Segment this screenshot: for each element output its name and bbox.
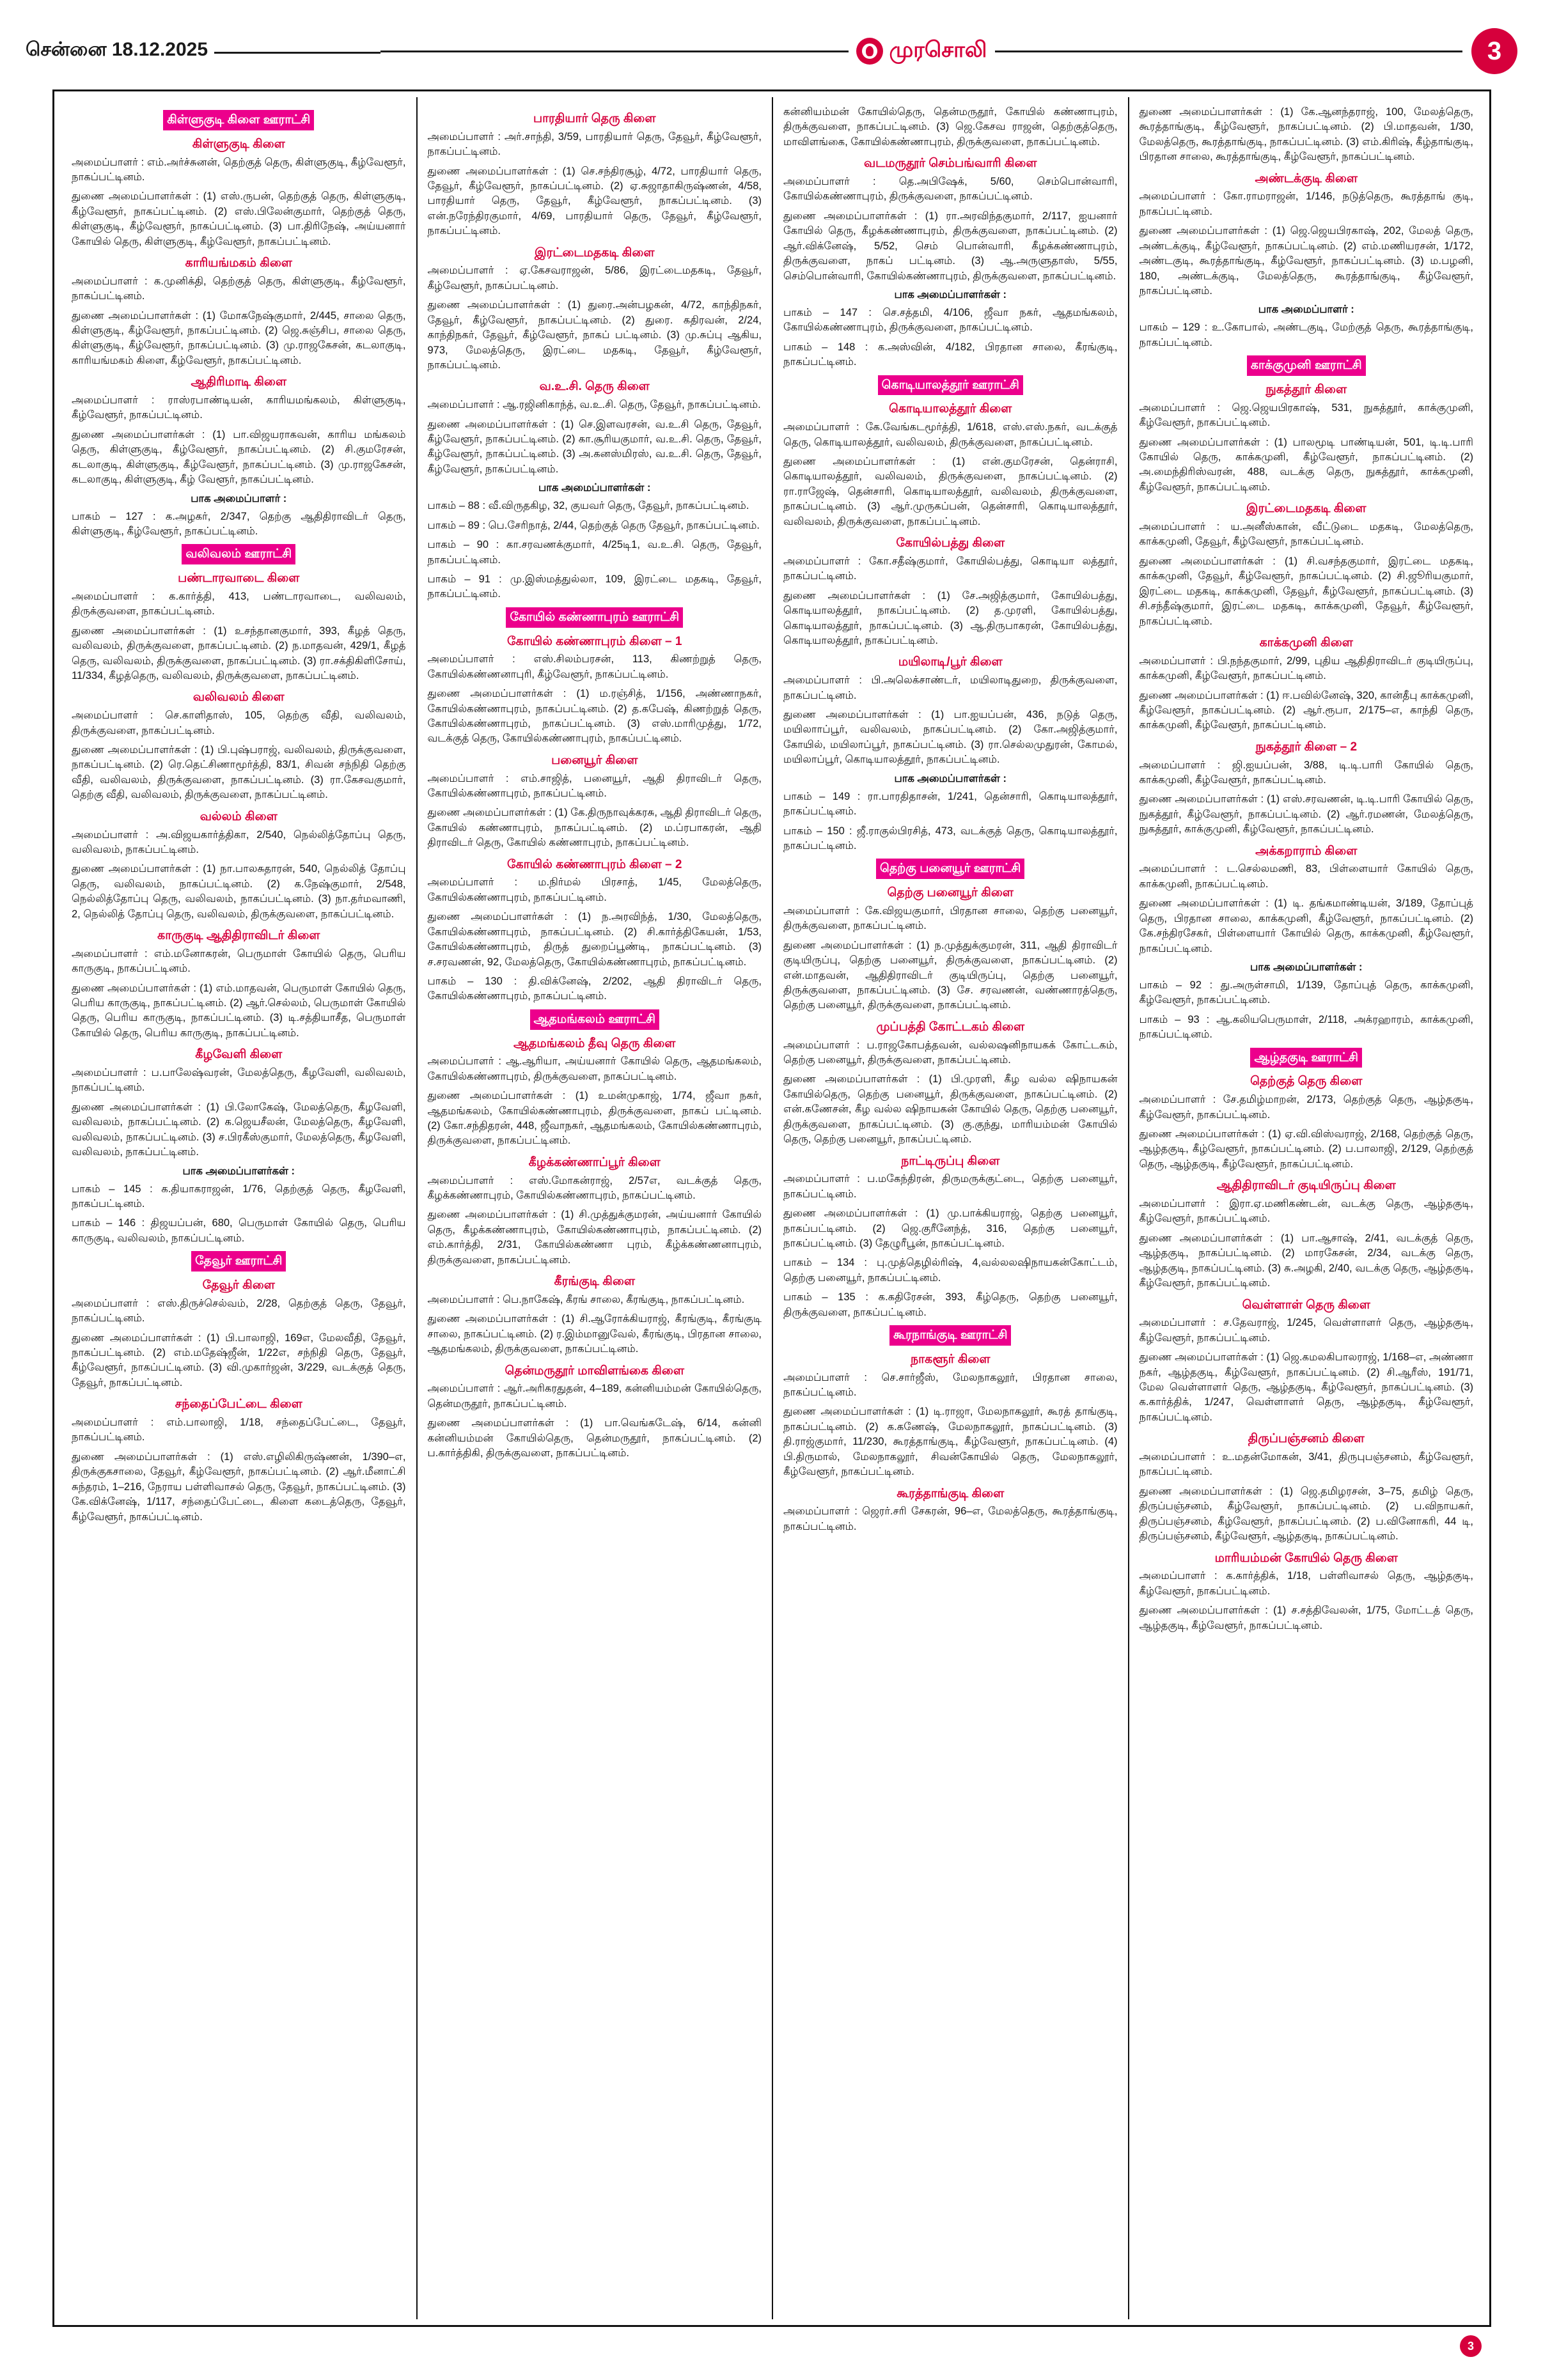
paragraph: துணை அமைப்பாளர்கள் : (1) நா.பாலசுதாரன், 540, நெல்லித் தோப்பு தெரு, வலிவலம், நாகப்பட்டினம். (2) க.நேஷ்குமார், 2/548, நெல்லித்தோப்பு தெரு, வலிவலம், நாகப்பட்டினம். (3) நா.தர்மவாணி, 2, நெல்லித் தோப்பு தெரு, வலிவலம், திருக்குவளை, நாகப்பட்டினம். xyxy=(72,863,406,920)
branch-heading: ஆதிரிமாடி கிளை xyxy=(191,375,287,389)
paragraph: துணை அமைப்பாளர்கள் : (1) கே.ஆனந்தராஜ், 100, மேலத்தெரு, கூரத்தாங்குடி, கீழ்வேளூர், நாகப்பட்டினம். (2) பி.மாதவன், 1/30, மேலத்தெரு, கூரத்தாங்குடி, நாகப்பட்டினம். (3) எம்.கிரிஷ், கீழ்தாங்குடி, பிரதான சாலை, கூரத்தாங்குடி, கீழ்வேளூர், நாகப்பட்டினம். xyxy=(1139,106,1473,163)
branch-heading: இரட்டைமதகடி கிளை xyxy=(1246,502,1367,516)
branch-heading: மயிலாடி/பூர் கிளை xyxy=(898,655,1003,669)
branch-heading: ஆதமங்கலம் தீவு தெரு கிளை xyxy=(513,1036,676,1050)
paragraph: அமைப்பாளர் : ஜெ.ஜெயபிரகாஷ், 531, நுகத்தூர், காக்குமுனி, கீழ்வேளூர், நாகப்பட்டினம். xyxy=(1139,401,1473,429)
paragraph: துணை அமைப்பாளர்கள் : (1) டி.ராஜா, மேலநாகலூர், கூரத் தாங்குடி, நாகப்பட்டினம். (2) க.கணேஷ், மேலநாகலூர், நாகப்பட்டினம். (3) தி.ராஜ்குமார், 11/230, கூரத்தாங்குடி, கீழ்வேளூர், நாகப்பட்டினம். (4) பி.திருமால், மேலநாகலூர், சிவன்கோயில் தெரு, மேலநாகலூர், கீழ்வேளூர், நாகப்பட்டினம். xyxy=(783,1406,1118,1478)
branch-heading: வடமருதூர் செம்பங்வாரி கிளை xyxy=(863,157,1037,171)
paragraph: பாகம் – 135 : க.கதிரேசன், 393, கீழ்தெரு, தெற்கு பனையூர், திருக்குவளை, நாகப்பட்டினம். xyxy=(783,1291,1118,1318)
section-subheading: பாக அமைப்பாளர்கள் : xyxy=(894,288,1006,300)
paragraph: பாகம் – 146 : திஜயப்பன், 680, பெருமாள் கோயில் தெரு, பெரிய காருகுடி, வலிவலம், நாகப்பட்டினம். xyxy=(72,1217,406,1244)
paragraph: துணை அமைப்பாளர்கள் : (1) ம.ரஞ்சித், 1/156, அண்ணாநகர், கோயில்கண்ணாபுரம், நாகப்பட்டினம். (2) த.கபேஷ், கிணற்றுத் தெரு, கோயில்கண்ணாபுரம், நாகப்பட்டினம். (3) எஸ்.மாரிமுத்து, 1/72, வடக்குத் தெரு, கோயில்கண்ணாபுரம், நாகப்பட்டினம். xyxy=(427,688,762,745)
paragraph: அமைப்பாளர் : ய.அனீஸ்கான், வீட்டுடை மதகடி, மேலத்தெரு, காக்கமுனி, தேவூர், கீழ்வேளூர், நாகப்பட்டினம். xyxy=(1139,521,1473,548)
paragraph: துணை அமைப்பாளர்கள் : (1) ரா.அரவிந்தகுமார், 2/117, ஐயனார் கோயில் தெரு, கீழக்கண்ணாபுரம், திருக்குவளை, நாகப்பட்டினம். (2) ஆர்.விக்னேஷ், 5/52, செம் பொன்வாரி, கீழக்கண்ணாபுரம், திருக்குவளை, நாகப் பட்டினம். (3) ஆ.அருளுதாஸ், 5/55, செம்பொன்வாரி, கோயில்கண்ணாபுரம், திருக்குவளை, நாகப்பட்டினம். xyxy=(783,210,1118,282)
section-subheading: பாக அமைப்பாளர்கள் : xyxy=(182,1165,295,1177)
paragraph: அமைப்பாளர் : சே.தமிழ்மாறன், 2/173, தெற்குத் தெரு, ஆழ்தகுடி, கீழ்வேளூர், நாகப்பட்டினம். xyxy=(1139,1094,1473,1121)
paragraph: துணை அமைப்பாளர்கள் : (1) ந.அரவிந்த், 1/30, மேலத்தெரு, கோயில்கண்ணாபுரம், நாகப்பட்டினம். (2) சி.கார்த்திகேயன், 1/53, கோயில்கண்ணாபுரம், திருத் துறைப்பூண்டி, நாகப்பட்டினம். (3) ச.சரவணன், 92, மேலத்தெரு, கோயில்கண்ணாபுரம், நாகப்பட்டினம். xyxy=(427,911,762,968)
masthead-logo xyxy=(856,38,987,65)
paragraph: துணை அமைப்பாளர்கள் : (1) என்.குமரேசன், தென்ராசி, கொடியாலத்தூர், வலிவலம், திருக்குவளை, நாகப்பட்டினம். (2) ரா.ராஜேஷ், தென்சாரி, கொடியாலத்தூர், வலிவலம், திருக்குவளை, நாகப்பட்டினம். (3) ஆர்.முருகப்பன், தென்சாரி, கொடியாலத்தூர், வலிவலம், திருக்குவளை, நாகப்பட்டினம். xyxy=(783,456,1118,527)
paragraph: பாகம் – 150 : ஜீ.ராகுல்பிரசித், 473, வடக்குத் தெரு, கொடியாலத்தூர், நாகப்பட்டினம். xyxy=(783,825,1118,852)
paragraph: துணை அமைப்பாளர்கள் : (1) பி.புஷ்பராஜ், வலிவலம், திருக்குவளை, நாகப்பட்டினம். (2) ரெ.தெட்சிணாமூர்த்தி, 83/1, சிவன் சந்நிதி தெற்கு வீதி, வலிவலம், திருக்குவளை, நாகப்பட்டினம். (3) ரா.கேசவகுமார், தெற்கு வீதி, வலிவலம், திருக்குவளை, நாகப்பட்டினம். xyxy=(72,744,406,801)
panchayat-heading: கூரநாங்குடி ஊராட்சி xyxy=(889,1325,1011,1346)
paragraph: அமைப்பாளர் : பி.நந்தகுமார், 2/99, புதிய ஆதிதிராவிடர் குடியிருப்பு, காக்கமுனி, கீழ்வேளூர், நாகப்பட்டினம். xyxy=(1139,655,1473,682)
paragraph: பாகம் – 130 : தி.விக்னேஷ், 2/202, ஆதி திராவிடர் தெரு, கோயில்கண்ணாபுரம், நாகப்பட்டினம். xyxy=(427,975,762,1002)
paragraph: துணை அமைப்பாளர்கள் : (1) ஜெ.தமிழரசன், 3–75, தமிழ் தெரு, திருப்பஞ்சனம், கீழ்வேளூர், நாகப்பட்டினம். (2) ப.விநாயகர், திருப்பஞ்சனம், கீழ்வேளூர், நாகப்பட்டினம். (2) ப.வினோகரி, 44 டி, திருப்பஞ்சனம், கீழ்வேளூர், ஆழ்தகுடி, நாகப்பட்டினம். xyxy=(1139,1485,1473,1543)
masthead-date: சென்னை 18.12.2025 xyxy=(26,39,208,60)
paragraph: பாகம் – 127 : க.அழகர், 2/347, தெற்கு ஆதிதிராவிடர் தெரு, கிள்ளுகுடி, கீழ்வேளூர், நாகப்பட்டினம். xyxy=(72,510,406,538)
paragraph: அமைப்பாளர் : க.கார்த்திக், 1/18, பள்ளிவாசல் தெரு, ஆழ்தகுடி, கீழ்வேளூர், நாகப்பட்டினம். xyxy=(1139,1570,1473,1597)
paragraph: துணை அமைப்பாளர்கள் : (1) மு.பாக்கியராஜ், தெற்கு பனையூர், நாகப்பட்டினம். (2) ஜெ.குரீனேந்த், 316, தெற்கு பனையூர், நாகப்பட்டினம். (3) தேழுரீபூன், நாகப்பட்டினம். xyxy=(783,1208,1118,1249)
paragraph: அமைப்பாளர் : ஆர்.அரிகரதுதன், 4–189, கன்னியம்மன் கோயில்தெரு, தென்மருதூர், நாகப்பட்டினம். xyxy=(427,1383,762,1410)
masthead-rule-mid-right xyxy=(995,51,1463,52)
branch-heading: வ.உ.சி. தெரு கிளை xyxy=(539,380,650,394)
paragraph: துணை அமைப்பாளர்கள் : (1) சே.அஜித்குமார், கோயில்பத்து, கொடியாலத்தூர், நாகப்பட்டினம். (2) த.முரளி, கோயில்பத்து, கொடியாலத்தூர், நாகப்பட்டினம். (3) ஆ.திருபாகரன், கோயில்பத்து, கொடியாலத்தூர், நாகப்பட்டினம். xyxy=(783,589,1118,646)
paragraph: அமைப்பாளர் : எஸ்.திருச்செல்வம், 2/28, தெற்குத் தெரு, தேவூர், நாகப்பட்டினம். xyxy=(72,1297,406,1325)
paragraph: அமைப்பாளர் : எம்.அர்ச்சுனன், தெற்குத் தெரு, கிள்ளுகுடி, கீழ்வேளூர், நாகப்பட்டினம். xyxy=(72,156,406,183)
branch-heading: ஆதிதிராவிடர் குடியிருப்பு கிளை xyxy=(1216,1179,1396,1193)
paragraph: அமைப்பாளர் : எஸ்.மோகன்ராஜ், 2/57எ, வடக்குத் தெரு, கீழக்கண்ணாபுரம், கோயில்கண்ணாபுரம், நாகப்பட்டினம். xyxy=(427,1174,762,1202)
paragraph: துணை அமைப்பாளர்கள் : (1) பா.ஐயப்பன், 436, நடுத் தெரு, மயிலாாப்பூர், வலிவலம், நாகப்பட்டினம். (2) கோ.அஜித்குமார், கோயில், மயிலாப்பூர், நாகப்பட்டினம். (3) ரா.செல்லமுதுரன், கோமல், மயிலாப்பூர், கொடியாலத்தூர், நாகப்பட்டினம். xyxy=(783,708,1118,766)
paragraph: அமைப்பாளர் : ராஸ்ரபாண்டியன், காரியமங்கலம், கிள்ளுகுடி, கீழ்வேளூர், நாகப்பட்டினம். xyxy=(72,394,406,421)
paragraph: பாகம் – 93 : ஆ.கலியபெருமாள், 2/118, அக்ரஹாரம், காக்கமுனி, நாகப்பட்டினம். xyxy=(1139,1013,1473,1041)
paragraph: அமைப்பாளர் : அர்.சாந்தி, 3/59, பாரதியார் தெரு, தேவூர், கீழ்வேளூர், நாகப்பட்டினம். xyxy=(427,130,762,158)
paragraph: துணை அமைப்பாளர்கள் : (1) ச.சத்திவேலன், 1/75, மோட்டத் தெரு, ஆழ்தகுடி, கீழ்வேளூர், நாகப்பட்டினம். xyxy=(1139,1605,1473,1631)
branch-heading: கீரங்குடி கிளை xyxy=(554,1275,635,1289)
paragraph: அமைப்பாளர் : எம்.பாலாஜி, 1/18, சந்தைப்பேட்டை, தேவூர், நாகப்பட்டினம். xyxy=(72,1417,406,1443)
panchayat-heading: காக்குமுனி ஊராட்சி xyxy=(1247,355,1366,376)
paragraph: துணை அமைப்பாளர்கள் : (1) ஏ.வி.விஸ்வராஜ், 2/168, தெற்குத் தெரு, ஆழ்தகுடி, கீழ்வேளூர், நாகப்பட்டினம். (2) ப.பாலாஜி, 2/129, தெற்குத் தெரு, ஆழ்தகுடி, கீழ்வேளூர், நாகப்பட்டினம். xyxy=(1139,1128,1473,1170)
panchayat-heading: தெற்கு பனையூர் ஊராட்சி xyxy=(876,859,1024,879)
paragraph: துணை அமைப்பாளர்கள் : (1) ஜெ.ஜெயபிரகாஷ், 202, மேலத் தெரு, அண்டக்குடி, கீழ்வேளூர், நாகப்பட்டினம். (2) எம்.மணியரசன், 1/172, அண்டகுடி, கூரத்தாங்குடி, கீழ்வேளூர், நாகப்பட்டினம். (3) ம.பழனி, 180, அண்டக்குடி, மேலத்தெரு, கூரத்தாங்குடி, கீழ்வேளூர், நாகப்பட்டினம். xyxy=(1139,225,1473,297)
branch-heading: நுகத்தூர் கிளை xyxy=(1265,382,1347,396)
branch-heading: வலிவலம் கிளை xyxy=(192,690,285,704)
paragraph: துணை அமைப்பாளர்கள் : (1) உசந்தானகுமார், 393, கீழத் தெரு, வலிவலம், திருக்குவளை, நாகப்பட்டினம். (2) ந.மாதவன், 429/1, கீழத் தெரு, வலிவலம், திருக்குவளை, நாகப்பட்டினம். (3) ரா.சக்திகிளிசோய், 11/334, கீழத்தெரு, வலிவலம், திருக்குவளை, நாகப்பட்டினம். xyxy=(72,625,406,682)
paragraph: அமைப்பாளர் : செ.காளிதாஸ், 105, தெற்கு வீதி, வலிவலம், திருக்குவளை, நாகப்பட்டினம். xyxy=(72,710,406,736)
column-4 xyxy=(1129,97,1484,2319)
paragraph: துணை அமைப்பாளர்கள் : (1) எஸ்.எழிலிகிருஷ்ணன், 1/390–எ, திருக்குகசாலை, தேவூர், கீழ்வேளூர், நாகப்பட்டினம். (2) ஆர்.மீனாட்சி சுந்தரம், 1–216, நேராய பள்ளிவாசல் தெரு, தேவூர், நாகப்பட்டினம். (3) கே.விக்னேஷ், 1/117, சந்தைப்பேட்டை, கிளை கடைத்தெரு, தேவூர், கீழ்வேளூர், நாகப்பட்டினம். xyxy=(72,1451,406,1523)
paragraph: பாகம் – 145 : க.தியாகராஜன், 1/76, தெற்குத் தெரு, கீழவேளி, நாகப்பட்டினம். xyxy=(72,1183,406,1210)
paragraph: பாகம் – 148 : க.அஸ்வின், 4/182, பிரதான சாலை, கீரங்குடி, நாகப்பட்டினம். xyxy=(783,341,1118,368)
paragraph: பாகம் – 134 : பு.முத்தெழில்ரிஷ், 4,வல்லலஷிநாயகன்கோட்டம், தெற்கு பனையூர், நாகப்பட்டினம். xyxy=(783,1257,1118,1284)
paragraph: துணை அமைப்பாளர்கள் : (1) பி.லோகேஷ், மேலத்தெரு, கீழவேளி, வலிவலம், நாகப்பட்டினம். (2) க.ஜெயசீலன், மேலத்தெரு, கீழவேளி, வலிவலம், நாகப்பட்டினம். (3) ச.பிரகீஸ்குமார், மேலத்தெரு, கீழவேளி, வலிவலம், நாகப்பட்டினம். xyxy=(72,1101,406,1158)
branch-heading: தென்மருதூர் மாவிளங்கை கிளை xyxy=(505,1364,684,1378)
paragraph: துணை அமைப்பாளர்கள் : (1) சி.ஆரோக்கியராஜ், கீரங்குடி, கீரங்குடி சாலை, நாகப்பட்டினம். (2) ர.இம்மானுவேல், கீரங்குடி, பிரதான சாலை, ஆதமங்கலம், திருக்குவளை, நாகப்பட்டினம். xyxy=(427,1313,762,1355)
paragraph: பாகம் – 147 : செ.சத்தமி, 4/106, ஜீவா நகர், ஆதமங்கலம், கோயில்கண்ணாபுரம், திருக்குவளை, நாகப்பட்டினம். xyxy=(783,306,1118,334)
paragraph: அமைப்பாளர் : கோ.சதீஷ்குமார், கோயில்பத்து, கொடியா லத்தூர், நாகப்பட்டினம். xyxy=(783,555,1118,582)
page-number-badge: 3 xyxy=(1471,28,1517,74)
paragraph: பாகம் – 92 : து.அருள்சாமி, 1/139, தோப்புத் தெரு, காக்கமுனி, கீழ்வேளூர், நாகப்பட்டினம். xyxy=(1139,979,1473,1006)
branch-heading: கீழவேளி கிளை xyxy=(195,1048,283,1062)
panchayat-heading: கிள்ளுகுடி கிளை ஊராட்சி xyxy=(163,110,314,130)
footer-page-number: 3 xyxy=(1460,2335,1482,2357)
paragraph: அமைப்பாளர் : பெ.நாகேஷ், கீரங் சாலை, கீரங்குடி, நாகப்பட்டினம். xyxy=(427,1293,745,1305)
paragraph: அமைப்பாளர் : க.முனிக்தி, தெற்குத் தெரு, கிள்ளுகுடி, கீழ்வேளூர், நாகப்பட்டினம். xyxy=(72,275,406,302)
branch-heading: கிள்ளுகுடி கிளை xyxy=(192,137,285,151)
column-3 xyxy=(773,97,1129,2319)
paragraph: அமைப்பாளர் : ம.நிர்மல் பிரசாத், 1/45, மேலத்தெரு, கோயில்கண்ணாபுரம், நாகப்பட்டினம். xyxy=(427,876,762,903)
branch-heading: நாகளூர் கிளை xyxy=(910,1352,991,1366)
paragraph: துணை அமைப்பாளர்கள் : (1) பா.ஆசாஷ், 2/41, வடக்குத் தெரு, ஆழ்தகுடி, நாகப்பட்டினம். (2) மாரகேசன், 2/34, வடக்கு தெரு, ஆழ்தகுடி, நாகப்பட்டினம். (3) சு.அழகி, 2/40, வடக்கு தெரு, ஆழ்தகுடி, கீழ்வேளூர், நாகப்பட்டினம். xyxy=(1139,1232,1473,1289)
panchayat-heading: ஆதமங்கலம் ஊராட்சி xyxy=(530,1009,660,1030)
paragraph: பாகம் – 88 : வீ.விருதகிழ, 32, குயவர் தெரு, தேவூர், நாகப்பட்டினம். xyxy=(427,500,749,512)
paragraph: துணை அமைப்பாளர்கள் : (1) சி.முத்துக்குமரன், அய்யனார் கோயில் தெரு, கீழக்கண்ணாபுரம், கோயில்கண்ணாபுரம், நாகப்பட்டினம். (2) எம்.கார்த்தி, 2/31, கோயில்கண்ணா புரம், கீழ்க்கண்ணனாபுரம், திருக்குவளை, நாகப்பட்டினம். xyxy=(427,1209,762,1266)
branch-heading: திருப்பஞ்சனம் கிளை xyxy=(1248,1432,1365,1446)
panchayat-heading: கொடியாலத்தூர் ஊராட்சி xyxy=(878,375,1023,396)
paragraph: அமைப்பாளர் : ச.தேவராஜ், 1/245, வெள்ளாளர் தெரு, ஆழ்தகுடி, கீழ்வேளூர், நாகப்பட்டினம். xyxy=(1139,1317,1473,1344)
paragraph: துணை அமைப்பாளர்கள் : (1) ஈ.பவில்னேஷ், 320, கான்தீபு காக்கமுனி, கீழ்வேளூர், நாகப்பட்டினம். (2) ஆர்.ரூபா, 2/175–எ, காந்தி தெரு, காக்கமுனி, கீழ்வேளூர், நாகப்பட்டினம். xyxy=(1139,689,1473,731)
branch-heading: பனையூர் கிளை xyxy=(551,753,638,767)
branch-heading: கீழக்கண்ணாப்பூர் கிளை xyxy=(528,1155,661,1169)
branch-heading: வெள்ளாள் தெரு கிளை xyxy=(1242,1298,1370,1312)
paragraph: துணை அமைப்பாளர்கள் : (1) துரை.அன்பழகன், 4/72, காந்திநகர், தேவூர், கீழ்வேளூர், நாகப்பட்டினம். (2) துரை. கதிரவன், 2/24, காந்திநகர், தேவூர், கீழ்வேளூர், நாகப் பட்டினம். (3) மு.சுப்பு ஆகிய, 973, மேலத்தெரு, இரட்டை மதகடி, தேவூர், கீழ்வேளூர், நாகப்பட்டினம். xyxy=(427,299,762,371)
masthead-title: முரசொலி xyxy=(889,37,987,62)
column-1 xyxy=(61,97,418,2319)
branch-heading: அக்கறாராம் கிளை xyxy=(1255,844,1358,858)
flame-logo-icon xyxy=(856,38,883,65)
branch-heading: கொடியாலத்தூர் கிளை xyxy=(889,402,1012,416)
paragraph: அமைப்பாளர் : க.கார்த்தி, 413, பண்டாரவாடை, வலிவலம், திருக்குவளை, நாகப்பட்டினம். xyxy=(72,590,406,618)
paragraph: துணை அமைப்பாளர்கள் : (1) ந.முத்துக்குமரன், 311, ஆதி திராவிடர் குடியிருப்பு, தெற்கு பனையூர், திருக்குவளை, நாகப்பட்டினம். (2) என்.மாதவன், ஆதிதிராவிடர் குடியிருப்பு, தெற்கு பனையூர், திருக்குவளை, நாகப்பட்டினம். (3) சே. சரவணன், வண்ணாரத்தெரு, தெற்கு பனையூர், திருக்குவளை, நாகப்பட்டினம். xyxy=(783,939,1118,1011)
paragraph: அமைப்பாளர் : அ.விஜயகார்த்திகா, 2/540, நெல்லித்தோப்பு தெரு, வலிவலம், நாகப்பட்டினம். xyxy=(72,828,406,855)
paragraph: அமைப்பாளர் : பி.அலெக்சாண்டர், மயிலாடிதுறை, திருக்குவளை, நாகப்பட்டினம். xyxy=(783,674,1118,701)
column-container xyxy=(61,97,1484,2319)
paragraph: பாகம் – 91 : மு.இஸ்மத்துல்லா, 109, இரட்டை மதகடி, தேவூர், நாகப்பட்டினம். xyxy=(427,573,762,600)
paragraph: அமைப்பாளர் : செ.சார்ஜீஸ், மேலநாகலூர், பிரதான சாலை, நாகப்பட்டினம். xyxy=(783,1371,1118,1398)
paragraph: கன்னியம்மன் கோயில்தெரு, தென்மருதூர், கோயில் கண்ணாபுரம், திருக்குவளை, நாகப்பட்டினம். (3) ஜெ.கேசவ ராஜன், தெற்குத்தெரு, மாவிளங்கை, கோயில்கண்ணாபுரம், திருக்குவளை, நாகப்பட்டினம். xyxy=(783,106,1118,148)
masthead xyxy=(26,17,1517,86)
paragraph: துணை அமைப்பாளர்கள் : (1) எஸ்.சரவணன், டி.டி.பாரி கோயில் தெரு, நுகத்தூர், கீழ்வேளூர், நாகப்பட்டினம். (2) ஆர்.ரமணன், மேலத்தெரு, நுகத்தூர், காக்குமுனி, கீழ்வேளூர், நாகப்பட்டினம். xyxy=(1139,793,1473,836)
branch-heading: கோயில் கண்ணாபுரம் கிளை – 1 xyxy=(507,634,682,648)
paragraph: அமைப்பாளர் : ப.மகேந்திரன், திருமருக்குட்டை, தெற்கு பனையூர், நாகப்பட்டினம். xyxy=(783,1173,1118,1200)
paragraph: அமைப்பாளர் : ஆ.ரஜினிகாந்த், வ.உ.சி. தெரு, தேவூர், நாகப்பட்டினம். xyxy=(427,399,761,411)
paragraph: அமைப்பாளர் : ட.செல்லமணி, 83, பிள்ளையார் கோயில் தெரு, காக்கமுனி, நாகப்பட்டினம். xyxy=(1139,863,1473,890)
branch-heading: கூரத்தாங்குடி கிளை xyxy=(897,1486,1005,1500)
branch-heading: நாட்டிருப்பு கிளை xyxy=(901,1154,1000,1168)
paragraph: துணை அமைப்பாளர்கள் : (1) மோகநேஷ்குமார், 2/445, சாலை தெரு, கிள்ளுகுடி, கீழ்வேளூர், நாகப்பட்டினம். (2) ஜெ.சுஞ்சிப, சாலை தெரு, கிள்ளுகுடி, கீழ்வேளூர், நாகப்பட்டினம். (3) மு.ராஜகேசன், கடலாகுடி, காரியங்மகம் கிளை, கீழ்வேளூர், நாகப்பட்டினம். xyxy=(72,309,406,366)
paragraph: அமைப்பாளர் : ப.ராஜகோபத்தவன், வல்லஷனிநாயகக் கோட்டகம், தெற்கு பனையூர், திருக்குவளை, நாகப்பட்டினம். xyxy=(783,1039,1118,1066)
paragraph: பாகம் – 90 : கா.சரவணக்குமார், 4/25டி1, வ.உ.சி. தெரு, தேவூர், நாகப்பட்டினம். xyxy=(427,539,762,566)
paragraph: துணை அமைப்பாளர்கள் : (1) பா.விஜயராகவன், காரிய மங்கலம் தெரு, கிள்ளுகுடி, கீழ்வேளூர், நாகப்பட்டினம். (2) சி.குமரேசன், கடலாகுடி, கிள்ளுகுடி, கீழ்வேளூர், நாகப்பட்டினம். (3) மு.ராஜகேசன், கடலாகுடி, கிள்ளுகுடி, கீழ் வேளூர், நாகப்பட்டினம். xyxy=(72,428,406,486)
paragraph: பாகம் – 89 : பெ.சேரிநாத், 2/44, தெற்குத் தெரு தேவூர், நாகப்பட்டினம். xyxy=(427,519,760,531)
section-subheading: பாக அமைப்பாளர்கள் : xyxy=(894,772,1006,784)
paragraph: பாகம் – 149 : ரா.பாரதிதாசன், 1/241, தென்சாரி, கொடியாலத்தூர், நாகப்பட்டினம். xyxy=(783,790,1118,818)
branch-heading: தெற்குத் தெரு கிளை xyxy=(1250,1075,1363,1089)
branch-heading: கோயில் கண்ணாபுரம் கிளை – 2 xyxy=(507,857,682,871)
paragraph: பாகம் – 129 : உ.கோபால், அண்டகுடி, மேற்குத் தெரு, கூரத்தாங்குடி, நாகப்பட்டினம். xyxy=(1139,322,1473,348)
paragraph: துணை அமைப்பாளர்கள் : (1) செ.சந்திரசூழ், 4/72, பாரதியார் தெரு, தேவூர், கீழ்வேளூர், நாகப்பட்டினம். (2) ஏ.சுஜாதாகிருஷ்ணன், 4/58, பாரதியார் தெரு, தேவூர், கீழ்வேளூர், நாகப்பட்டினம். (3) என்.நரேந்திரகுமார், 4/69, பாரதியார் தெரு, தேவூர், கீழ்வேளூர், நாகப்பட்டினம். xyxy=(427,165,762,237)
panchayat-heading: கோயில் கண்ணாபுரம் ஊராட்சி xyxy=(506,607,683,628)
paragraph: அமைப்பாளர் : ஜெரர்.சரி சேகரன், 96–எ, மேலத்தெரு, கூரத்தாங்குடி, நாகப்பட்டினம். xyxy=(783,1505,1118,1532)
paragraph: அமைப்பாளர் : ஜி.ஐயப்பன், 3/88, டி.டி.பாரி கோயில் தெரு, காக்கமுனி, கீழ்வேளூர், நாகப்பட்டினம். xyxy=(1139,759,1473,786)
branch-heading: நுகத்தூர் கிளை – 2 xyxy=(1255,740,1358,754)
paragraph: அமைப்பாளர் : எஸ்.சிலம்பரசன், 113, கிணற்றுத் தெரு, கோயில்கண்ணனாபுரி, கீழ்வேளூர், நாகப்பட்டினம். xyxy=(427,653,762,680)
paragraph: துணை அமைப்பாளர்கள் : (1) டி. தங்கமாண்டியன், 3/189, தோப்புத் தெரு, பிரதான சாலை, காக்கமுனி, கீழ்வேளூர், நாகப்பட்டினம். (2) கே.சந்திரசேகர், பிள்ளையார் கோயில் தெரு, காக்கமுனி, கீழ்வேளூர், நாகப்பட்டினம். xyxy=(1139,898,1473,954)
paragraph: துணை அமைப்பாளர்கள் : (1) ஜெ.கமலகிபாலராஜ், 1/168–எ, அண்ணா நகர், ஆழ்தகுடி, கீழ்வேளூர், நாகப்பட்டினம். (2) சி.ஆரீஸ், 191/71, மேல வெள்ளாளர் தெரு, ஆழ்தகுடி, கீழ்வேளூர், நாகப்பட்டினம். (3) க.கார்த்திக், 1/247, வெள்ளாளர் தெரு, ஆழ்தகுடி, கீழ்வேளூர், நாகப்பட்டினம். xyxy=(1139,1351,1473,1423)
paragraph: துணை அமைப்பாளர்கள் : (1) சி.வசந்தகுமார், இரட்டை மதகடி, காக்கமுனி, தேவூர், கீழ்வேளூர், நாகப்பட்டினம். (2) சி.ஜூரியகுமார், இரட்டை மதகடி, காக்கமுனி, தேவூர், கீழ்வேளூர், நாகப்பட்டினம். (3) சி.சந்தீஷ்குமார், இரட்டை மதகடி, காக்கமுனி, தேவூர், கீழ்வேளூர், நாகப்பட்டினம். xyxy=(1139,555,1473,627)
branch-heading: காக்கமுனி கிளை xyxy=(1259,635,1353,649)
branch-heading: மாரியம்மன் கோயில் தெரு கிளை xyxy=(1214,1551,1398,1565)
branch-heading: பண்டாரவாடை கிளை xyxy=(178,572,300,586)
panchayat-heading: ஆழ்தகுடி ஊராட்சி xyxy=(1250,1048,1362,1068)
masthead-rule-mid-left xyxy=(380,51,849,52)
section-subheading: பாக அமைப்பாளர்கள் : xyxy=(538,482,651,494)
branch-heading: தேவூர் கிளை xyxy=(202,1279,275,1293)
section-subheading: பாக அமைப்பாளர்கள் : xyxy=(1250,961,1363,973)
branch-heading: வல்லம் கிளை xyxy=(200,809,278,823)
paragraph: அமைப்பாளர் : உ.மதன்மோகன், 3/41, திருபுபஞ்சனம், கீழ்வேளூர், நாகப்பட்டினம். xyxy=(1139,1451,1473,1478)
branch-heading: பாரதியார் தெரு கிளை xyxy=(533,112,656,125)
paragraph: துணை அமைப்பாளர்கள் : (1) பாலமூடி பாண்டியன், 501, டி.டி.பாரி கோயில் தெரு, காக்கமுனி, கீழ்வேளூர், நாகப்பட்டினம். (2) அ.மைந்திரிஸ்வரன், 488, வடக்கு தெரு, நுகத்தூர், காக்கமுனி, கீழ்வேளூர், நாகப்பட்டினம். xyxy=(1139,436,1473,493)
column-2 xyxy=(418,97,774,2319)
paragraph: துணை அமைப்பாளர்கள் : (1) பி.முரளி, கீழ வல்ல ஷிநாயகன் கோயில்தெரு, தெற்கு பனையூர், திருக்குவளை, நாகப்பட்டினம். (2) என்.கணேசன், கீழ வல்ல ஷிநாயகன் கோயில் தெரு, தெற்கு பனையூர், திருக்குவளை, நாகப்பட்டினம். (3) கு.குந்து, மாரியம்மன் கோயில் தெரு, தெற்கு பனையூர், நாகப்பட்டினம். xyxy=(783,1073,1118,1146)
branch-heading: காருகுடி ஆதிதிராவிடர் கிளை xyxy=(157,929,320,943)
paragraph: அமைப்பாளர் : ஆ.ஆரியா, அய்யனார் கோயில் தெரு, ஆதமங்கலம், கோயில்கண்ணாபுரம், திருக்குவளை, நாகப்பட்டினம். xyxy=(427,1055,762,1082)
branch-heading: காரியங்மகம் கிளை xyxy=(185,256,292,270)
paragraph: அமைப்பாளர் : கோ.ராமராஜன், 1/146, நடுத்தெரு, கூரத்தாங் குடி, நாகப்பட்டினம். xyxy=(1139,191,1473,217)
branch-heading: அண்டக்குடி கிளை xyxy=(1255,171,1358,185)
paragraph: அமைப்பாளர் : எம்.சாஜித், பனையூர், ஆதி திராவிடர் தெரு, கோயில்கண்ணாபுரம், நாகப்பட்டினம். xyxy=(427,772,762,799)
paragraph: அமைப்பாளர் : கே.விஜயகுமார், பிரதான சாலை, தெற்கு பனையூர், திருக்குவளை, நாகப்பட்டினம். xyxy=(783,905,1118,932)
branch-heading: சந்தைப்பேட்டை கிளை xyxy=(175,1397,302,1412)
section-subheading: பாக அமைப்பாளர் : xyxy=(191,492,287,504)
paragraph: அமைப்பாளர் : ஏ.கேசவராஜன், 5/86, இரட்டைமதகடி, தேவூர், கீழ்வேளூர், நாகப்பட்டினம். xyxy=(427,265,762,292)
paragraph: துணை அமைப்பாளர்கள் : (1) செ.இளவரசன், வ.உ.சி தெரு, தேவூர், கீழ்வேளூர், நாகப்பட்டினம். (2) கா.சூரியகுமார், வ.உ.சி. தெரு, தேவூர், கீழ்வேளூர், நாகப்பட்டினம். (3) அ.கனஸ்மிரஸ், வ.உ.சி. தெரு, தேவூர், கீழ்வேளூர், நாகப்பட்டினம். xyxy=(427,418,762,475)
paragraph: துணை அமைப்பாளர்கள் : (1) எம்.மாதவன், பெருமாள் கோயில் தெரு, பெரிய காருகுடி, நாகப்பட்டினம். (2) ஆர்.செல்லம், பெருமாள் கோயில் தெரு, பெரிய காருகுடி, நாகப்பட்டினம். (3) டி.சத்தியாசீத, பெருமாள் கோயில் தெரு, பெரிய காருகுடி, நாகப்பட்டினம். xyxy=(72,982,406,1039)
paragraph: துணை அமைப்பாளர்கள் : (1) உமன்முகாஜ், 1/74, ஜீவா நகர், ஆதமங்கலம், கோயில்கண்ணாபுரம், திருக்குவளை, நாகப் பட்டினம். (2) கோ.சந்திதரன், 448, ஜீவாநகர், ஆதமங்கலம், கோயில்கண்ணாபுரம், திருக்குவளை, நாகப்பட்டினம். xyxy=(427,1090,762,1147)
branch-heading: முப்பத்தி கோட்டகம் கிளை xyxy=(876,1020,1025,1034)
paragraph: அமைப்பாளர் : தெ.அபிஷேக், 5/60, செம்பொன்வாரி, கோயில்கண்ணாபுரம், திருக்குவளை, நாகப்பட்டினம். xyxy=(783,176,1118,203)
branch-heading: இரட்டைமதகடி கிளை xyxy=(535,245,655,260)
panchayat-heading: தேவூர் ஊராட்சி xyxy=(191,1251,286,1272)
panchayat-heading: வலிவலம் ஊராட்சி xyxy=(182,544,295,564)
paragraph: அமைப்பாளர் : எம்.மனோகரன், பெருமாள் கோயில் தெரு, பெரிய காருகுடி, நாகப்பட்டினம். xyxy=(72,947,406,975)
masthead-rule-left xyxy=(214,52,380,54)
branch-heading: கோயில்பத்து கிளை xyxy=(896,536,1005,550)
paragraph: துணை அமைப்பாளர்கள் : (1) பா.வெங்கடேஷ், 6/14, கன்னி கன்னியம்மன் கோயில்தெரு, தென்மருதூர், நாகப்பட்டினம். (2) ப.கார்த்திகி, திருக்குவளை, நாகப்பட்டினம். xyxy=(427,1417,762,1459)
paragraph: அமைப்பாளர் : ப.பாலேஷ்வரன், மேலத்தெரு, கீழவேளி, வலிவலம், நாகப்பட்டினம். xyxy=(72,1067,406,1094)
branch-heading: தெற்கு பனையூர் கிளை xyxy=(887,886,1014,900)
paragraph: துணை அமைப்பாளர்கள் : (1) எஸ்.ருபன், தெற்குத் தெரு, கிள்ளுகுடி, கீழ்வேளூர், நாகப்பட்டினம். (2) எஸ்.பிலேன்குமார், தெற்குத் தெரு, கிள்ளுகுடி, கீழ்வேளூர், நாகப்பட்டினம். (3) பா.திரிநேஷ், அய்யனார் கோயில் தெரு, கிள்ளுகுடி, கீழ்வேளூர், நாகப்பட்டினம். xyxy=(72,191,406,247)
section-subheading: பாக அமைப்பாளர் : xyxy=(1258,304,1354,316)
paragraph: துணை அமைப்பாளர்கள் : (1) கே.திருநாவுக்கரசு, ஆதி திராவிடர் தெரு, கோயில் கண்ணாபுரம், நாகப்பட்டினம். (2) ம.ப்ரபாகரன், ஆதி திராவிடர் தெரு, கோயில் கண்ணாபுரம், நாகப்பட்டினம். xyxy=(427,807,762,849)
masthead-center xyxy=(380,38,1462,65)
paragraph: துணை அமைப்பாளர்கள் : (1) பி.பாலாஜி, 169எ, மேலவீதி, தேவூர், நாகப்பட்டினம். (2) எம்.மதேஷ்ஜீன், 1/22எ, சந்நிதி தெரு, தேவூர், கீழ்வேளூர், நாகப்பட்டினம். (3) வி.முகார்ஜன், 3/229, வடக்குத் தெரு, தேவூர், நாகப்பட்டினம். xyxy=(72,1332,406,1388)
paragraph: அமைப்பாளர் : கே.வேங்கடமூர்த்தி, 1/618, எஸ்.எஸ்.நகர், வடக்குத் தெரு, கொடியாலத்தூர், வலிவலம், திருக்குவளை, நாகப்பட்டினம். xyxy=(783,421,1118,448)
paragraph: அமைப்பாளர் : இரா.ஏ.மணிகண்டன், வடக்கு தெரு, ஆழ்தகுடி, கீழ்வேளூர், நாகப்பட்டினம். xyxy=(1139,1198,1473,1225)
